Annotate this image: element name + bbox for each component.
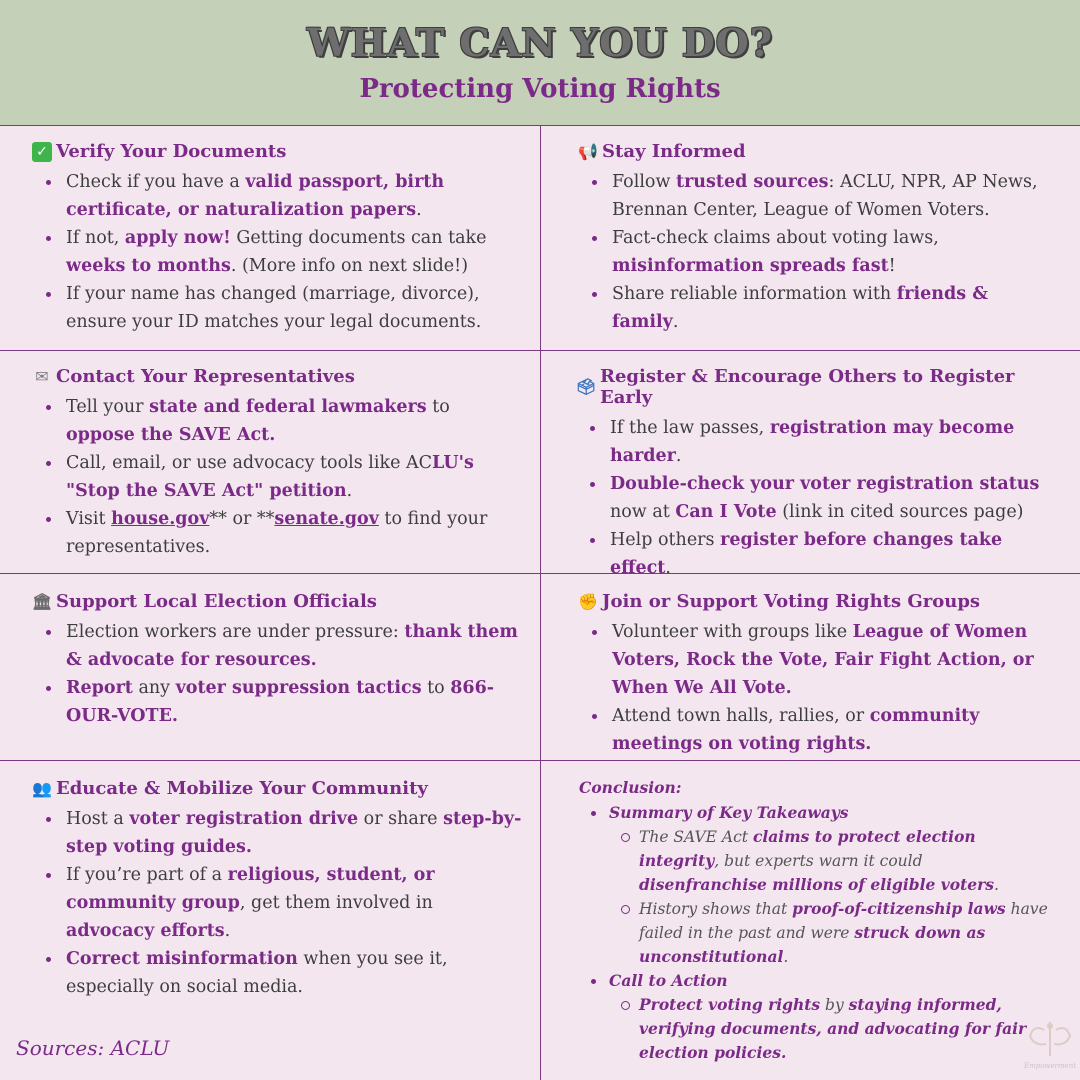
list-item: If not, apply now! Getting documents can take weeks to months. (More info on next slide!) <box>66 224 522 280</box>
row-divider-3 <box>0 760 1080 761</box>
section-heading: ✓ Verify Your Documents <box>32 141 522 162</box>
list-item: Share reliable information with friends & family. <box>612 280 1058 336</box>
section-educate-mobilize <box>32 778 522 1001</box>
list-item: Report any voter suppression tactics to 866-OUR-VOTE. <box>66 674 522 730</box>
list-item: Call to Action Protect voting rights by staying informed, verifying documents, and advocating for fair election policies. <box>609 969 1049 1065</box>
megaphone-icon: 📢 <box>578 141 598 161</box>
list-item: Call, email, or use advocacy tools like ACLU's "Stop the SAVE Act" petition. <box>66 449 522 505</box>
section-heading: ✊ Join or Support Voting Rights Groups <box>578 591 981 612</box>
section-heading: ✉ Contact Your Representatives <box>32 366 522 387</box>
section-stay-informed <box>578 141 1058 336</box>
list-item: Protect voting rights by staying informed, verifying documents, and advocating for fair election policies. <box>639 993 1049 1065</box>
section-heading: 📢 Stay Informed <box>578 141 746 162</box>
list-item: Election workers are under pressure: thank them & advocate for resources. <box>66 618 522 674</box>
ballot-box-icon: 🗳 <box>576 377 597 396</box>
row-divider-1 <box>0 350 1080 351</box>
page-title: WHAT CAN YOU DO? <box>306 20 774 65</box>
list-item: If you’re part of a religious, student, or community group, get them involved in advocacy efforts. <box>66 861 522 945</box>
list-item: Help others register before changes take effect. <box>610 526 1066 582</box>
svg-text:Empowerment: Empowerment <box>1024 1062 1076 1070</box>
section-verify-documents <box>32 141 522 336</box>
list-item: Fact-check claims about voting laws, misinformation spreads fast! <box>612 224 1058 280</box>
list-item: Check if you have a valid passport, birth certificate, or naturalization papers. <box>66 168 522 224</box>
list-item: Visit house.gov** or **senate.gov to find your representatives. <box>66 505 522 561</box>
empowerment-logo <box>1024 1016 1076 1076</box>
raised-fist-icon: ✊ <box>578 591 598 611</box>
section-election-officials <box>32 591 522 730</box>
header-banner <box>0 0 1080 126</box>
senate-gov-link[interactable]: senate.gov <box>274 509 379 529</box>
section-heading: 🏛 Support Local Election Officials <box>32 591 377 612</box>
section-heading: 🗳 Register & Encourage Others to Register Early <box>576 366 1015 408</box>
list-item: If your name has changed (marriage, divorce), ensure your ID matches your legal documents. <box>66 280 522 336</box>
list-item: History shows that proof-of-citizenship laws have failed in the past and were struck down as unconstitutional. <box>639 897 1049 969</box>
section-heading: 👥 Educate & Mobilize Your Community <box>32 778 428 799</box>
conclusion-label: Conclusion: <box>579 778 682 797</box>
list-item: The SAVE Act claims to protect election integrity, but experts warn it could disenfranchise millions of eligible voters. <box>639 825 1049 897</box>
list-item: Follow trusted sources: ACLU, NPR, AP News, Brennan Center, League of Women Voters. <box>612 168 1058 224</box>
section-conclusion <box>579 778 1049 1065</box>
list-item: Correct misinformation when you see it, especially on social media. <box>66 945 522 1001</box>
list-item: Attend town halls, rallies, or community meetings on voting rights. <box>612 702 1058 758</box>
check-mark-icon: ✓ <box>32 142 52 162</box>
envelope-icon: ✉ <box>35 366 49 386</box>
list-item: Tell your state and federal lawmakers to oppose the SAVE Act. <box>66 393 522 449</box>
list-item: Double-check your voter registration status now at Can I Vote (link in cited sources page) <box>610 470 1066 526</box>
sources-note: Sources: ACLU <box>16 1036 170 1060</box>
list-item: Host a voter registration drive or share step-by-step voting guides. <box>66 805 522 861</box>
page-subtitle: Protecting Voting Rights <box>359 74 721 104</box>
section-register <box>576 366 1066 582</box>
list-item: If the law passes, registration may become harder. <box>610 414 1066 470</box>
people-icon: 👥 <box>32 778 52 798</box>
section-voting-rights-groups <box>578 591 1058 758</box>
classical-building-icon: 🏛 <box>32 591 53 611</box>
list-item: Summary of Key Takeaways The SAVE Act claims to protect election integrity, but experts warn it could disenfranchise millions of eligible voters. History shows that proof-of-citizenship laws have failed in the past and were struck down as unconstitutional. <box>609 801 1049 969</box>
list-item: Volunteer with groups like League of Women Voters, Rock the Vote, Fair Fight Action, or When We All Vote. <box>612 618 1058 702</box>
vertical-divider <box>540 126 541 1080</box>
house-gov-link[interactable]: house.gov <box>111 509 210 529</box>
section-contact-representatives <box>32 366 522 561</box>
